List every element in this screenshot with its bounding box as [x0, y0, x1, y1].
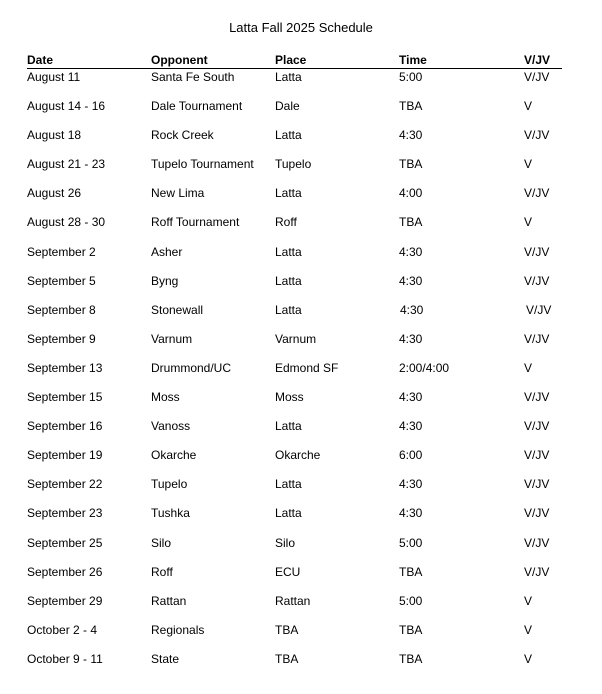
cell-time: 4:00	[399, 186, 423, 201]
cell-opponent: Tushka	[151, 506, 190, 521]
cell-place: Latta	[275, 273, 302, 288]
cell-vjv: V/JV	[526, 302, 552, 317]
cell-time: 4:30	[399, 273, 423, 288]
cell-place: Latta	[275, 128, 302, 143]
cell-opponent: Drummond/UC	[151, 360, 232, 375]
cell-place: Dale	[275, 99, 300, 114]
cell-place: Silo	[275, 535, 296, 550]
cell-date: August 21 - 23	[27, 157, 106, 172]
cell-place: Edmond SF	[275, 360, 339, 375]
cell-place: Roff	[275, 215, 297, 230]
cell-vjv: V/JV	[524, 331, 550, 346]
table-row	[27, 536, 567, 565]
cell-date: September 22	[27, 477, 103, 492]
table-row	[27, 594, 567, 623]
cell-vjv: V	[524, 99, 533, 114]
cell-place: Latta	[275, 506, 302, 521]
header-place: Place	[275, 53, 307, 67]
cell-vjv: V/JV	[524, 564, 550, 579]
cell-vjv: V	[524, 622, 533, 637]
cell-date: September 26	[27, 564, 103, 579]
cell-date: August 28 - 30	[27, 215, 106, 230]
cell-opponent: Stonewall	[151, 302, 204, 317]
cell-date: September 25	[27, 535, 103, 550]
cell-date: September 16	[27, 419, 103, 434]
cell-vjv: V/JV	[524, 273, 550, 288]
cell-date: August 18	[27, 128, 82, 143]
header-opponent: Opponent	[151, 53, 208, 67]
cell-time: 4:30	[400, 302, 424, 317]
cell-vjv: V/JV	[524, 535, 550, 550]
cell-time: 5:00	[399, 593, 423, 608]
cell-opponent: Silo	[151, 535, 172, 550]
cell-time: 6:00	[399, 448, 423, 463]
cell-time: TBA	[399, 651, 423, 666]
cell-vjv: V	[524, 360, 533, 375]
cell-vjv: V	[524, 651, 533, 666]
cell-opponent: Byng	[151, 273, 179, 288]
table-row	[27, 652, 567, 681]
cell-date: September 5	[27, 273, 96, 288]
cell-time: 4:30	[399, 390, 423, 405]
cell-date: August 11	[27, 70, 81, 84]
header-time: Time	[399, 53, 427, 67]
cell-place: Latta	[275, 70, 302, 84]
cell-opponent: Okarche	[151, 448, 197, 463]
cell-date: August 26	[27, 186, 82, 201]
cell-place: Okarche	[275, 448, 321, 463]
cell-place: ECU	[275, 564, 301, 579]
cell-time: 4:30	[399, 477, 423, 492]
cell-time: 5:00	[399, 70, 423, 84]
cell-opponent: Dale Tournament	[151, 99, 243, 114]
cell-time: 4:30	[399, 419, 423, 434]
cell-time: TBA	[399, 564, 423, 579]
cell-place: TBA	[275, 651, 299, 666]
cell-opponent: Vanoss	[151, 419, 191, 434]
cell-time: 2:00/4:00	[399, 360, 450, 375]
header-vjv: V/JV	[524, 53, 551, 67]
cell-date: September 23	[27, 506, 103, 521]
cell-time: TBA	[399, 622, 423, 637]
cell-vjv: V/JV	[524, 506, 550, 521]
cell-vjv: V	[524, 215, 533, 230]
cell-opponent: Rock Creek	[151, 128, 214, 143]
cell-date: October 2 - 4	[27, 622, 98, 637]
cell-opponent: Tupelo	[151, 477, 188, 492]
cell-time: 5:00	[399, 535, 423, 550]
cell-vjv: V/JV	[524, 419, 550, 434]
table-row	[27, 245, 567, 274]
cell-place: Latta	[275, 186, 302, 201]
cell-time: TBA	[399, 215, 423, 230]
cell-opponent: New Lima	[151, 186, 205, 201]
cell-place: Moss	[275, 390, 304, 405]
cell-opponent: Roff Tournament	[151, 215, 240, 230]
cell-time: TBA	[399, 157, 423, 172]
cell-date: September 15	[27, 390, 103, 405]
cell-opponent: State	[151, 651, 180, 666]
cell-vjv: V/JV	[524, 186, 550, 201]
header-date: Date	[27, 53, 54, 67]
table-row	[27, 361, 567, 390]
cell-date: August 14 - 16	[27, 99, 106, 114]
cell-opponent: Varnum	[151, 331, 193, 346]
table-row	[27, 332, 567, 361]
cell-vjv: V/JV	[524, 128, 550, 143]
cell-place: Varnum	[275, 331, 317, 346]
cell-date: September 9	[27, 331, 96, 346]
cell-vjv: V/JV	[524, 448, 550, 463]
cell-opponent: Rattan	[151, 593, 187, 608]
table-row	[27, 186, 567, 215]
page-title: Latta Fall 2025 Schedule	[229, 20, 373, 35]
cell-date: September 29	[27, 593, 103, 608]
cell-place: Latta	[275, 419, 302, 434]
table-row	[27, 99, 567, 128]
cell-vjv: V/JV	[524, 390, 550, 405]
table-row	[27, 157, 567, 186]
table-row	[27, 448, 567, 477]
cell-place: Tupelo	[275, 157, 312, 172]
cell-vjv: V/JV	[524, 70, 550, 84]
cell-opponent: Santa Fe South	[151, 70, 235, 84]
cell-place: Latta	[275, 477, 302, 492]
cell-place: Latta	[275, 244, 302, 259]
cell-date: September 2	[27, 244, 96, 259]
cell-time: 4:30	[399, 506, 423, 521]
cell-date: September 19	[27, 448, 103, 463]
cell-vjv: V	[524, 157, 533, 172]
cell-date: October 9 - 11	[27, 651, 103, 666]
cell-opponent: Asher	[151, 244, 183, 259]
table-row	[27, 506, 567, 535]
cell-place: TBA	[275, 622, 299, 637]
table-row	[27, 274, 567, 303]
table-row	[27, 623, 567, 652]
cell-date: September 13	[27, 360, 103, 375]
cell-time: TBA	[399, 99, 423, 114]
table-row	[27, 477, 567, 506]
cell-opponent: Regionals	[151, 622, 205, 637]
schedule-table	[27, 70, 567, 681]
cell-date: September 8	[27, 302, 96, 317]
cell-vjv: V/JV	[524, 244, 550, 259]
table-header	[27, 54, 562, 69]
cell-opponent: Roff	[151, 564, 173, 579]
cell-time: 4:30	[399, 244, 423, 259]
table-row	[27, 215, 567, 244]
table-row	[27, 128, 567, 157]
cell-opponent: Tupelo Tournament	[151, 157, 254, 172]
table-row	[27, 565, 567, 594]
table-row	[27, 70, 567, 99]
cell-place: Rattan	[275, 593, 311, 608]
table-row	[27, 419, 567, 448]
table-row	[27, 303, 567, 332]
cell-time: 4:30	[399, 331, 423, 346]
table-row	[27, 390, 567, 419]
cell-place: Latta	[275, 302, 302, 317]
cell-opponent: Moss	[151, 390, 180, 405]
cell-vjv: V	[524, 593, 533, 608]
cell-vjv: V/JV	[524, 477, 550, 492]
cell-time: 4:30	[399, 128, 423, 143]
